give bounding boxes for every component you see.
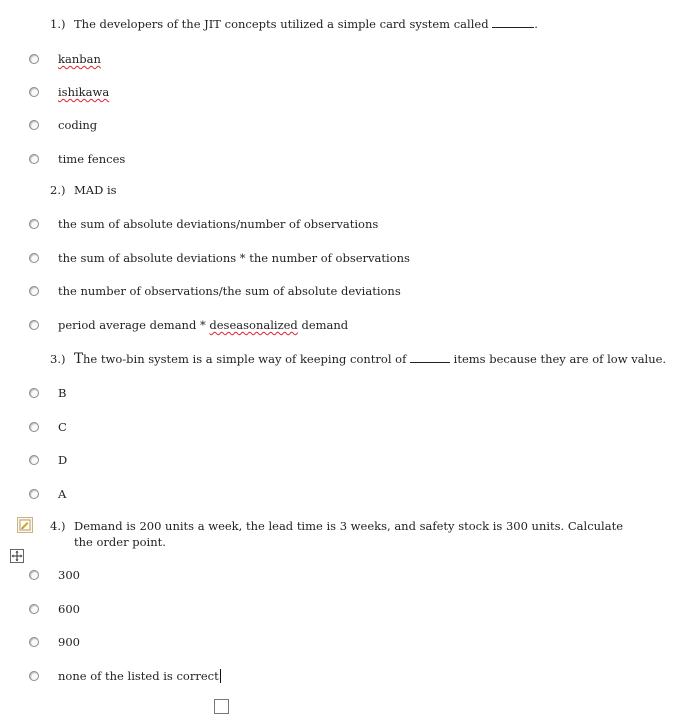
option-label: D [58, 453, 68, 467]
answer-blank [410, 353, 450, 363]
option-observations-div-sum[interactable] [29, 283, 401, 299]
option-sum-div-observations[interactable] [29, 216, 378, 232]
option-label: the number of observations/the sum of absolute deviations [58, 284, 401, 298]
option-900[interactable] [29, 634, 80, 650]
radio-button[interactable] [29, 604, 39, 614]
question-text: The developers of the JIT concepts utilized a simple card system called . [74, 17, 538, 31]
question-text: Demand is 200 units a week, the lead time is 3 weeks, and safety stock is 300 units. Calculate the order point. [74, 519, 624, 549]
option-label: coding [58, 118, 98, 132]
text-cursor [220, 669, 221, 683]
radio-button[interactable] [29, 286, 39, 296]
question-3 [50, 351, 674, 367]
radio-button[interactable] [29, 489, 39, 499]
option-label: A [58, 487, 67, 501]
option-label: none of the listed is correct [58, 669, 219, 683]
option-kanban[interactable] [29, 51, 101, 67]
option-label: ishikawa [58, 85, 110, 99]
question-4 [50, 518, 634, 550]
radio-button[interactable] [29, 54, 39, 64]
question-number: 4.) [50, 519, 66, 533]
radio-button[interactable] [29, 570, 39, 580]
radio-button[interactable] [29, 455, 39, 465]
question-text: The two-bin system is a simple way of keeping control of items because they are of low value. [74, 351, 667, 367]
option-ishikawa[interactable] [29, 84, 109, 100]
option-label: 600 [58, 602, 80, 616]
option-label: 300 [58, 568, 80, 582]
radio-button[interactable] [29, 253, 39, 263]
radio-button[interactable] [29, 87, 39, 97]
option-label: kanban [58, 52, 101, 66]
move-handle-icon[interactable] [10, 549, 24, 563]
radio-button[interactable] [29, 388, 39, 398]
option-period-average-demand[interactable] [29, 317, 348, 333]
edit-note-icon [18, 518, 32, 532]
option-none-correct[interactable] [29, 668, 221, 684]
option-d[interactable] [29, 452, 67, 468]
question-number: 1.) [50, 17, 66, 31]
question-2 [50, 182, 634, 198]
four-arrows-icon [11, 550, 23, 562]
option-sum-times-observations[interactable] [29, 250, 410, 266]
radio-button[interactable] [29, 219, 39, 229]
question-text: MAD is [74, 183, 117, 197]
radio-button[interactable] [29, 154, 39, 164]
option-label: period average demand * deseasonalized demand [58, 318, 349, 332]
radio-button[interactable] [29, 320, 39, 330]
question-number: 2.) [50, 183, 66, 197]
option-c[interactable] [29, 419, 67, 435]
answer-blank [492, 18, 534, 28]
radio-button[interactable] [29, 422, 39, 432]
option-label: the sum of absolute deviations/number of observations [58, 217, 379, 231]
option-a[interactable] [29, 486, 66, 502]
radio-button[interactable] [29, 671, 39, 681]
option-300[interactable] [29, 567, 80, 583]
option-time-fences[interactable] [29, 151, 125, 167]
option-600[interactable] [29, 601, 80, 617]
checkbox[interactable] [214, 699, 229, 714]
option-label: the sum of absolute deviations * the number of observations [58, 251, 410, 265]
option-coding[interactable] [29, 117, 97, 133]
radio-button[interactable] [29, 637, 39, 647]
note-icon[interactable] [17, 517, 33, 533]
option-b[interactable] [29, 385, 66, 401]
option-label: time fences [58, 152, 126, 166]
question-1 [50, 16, 634, 32]
option-label: 900 [58, 635, 80, 649]
question-number: 3.) [50, 352, 66, 366]
option-label: C [58, 420, 67, 434]
radio-button[interactable] [29, 120, 39, 130]
option-label: B [58, 386, 67, 400]
